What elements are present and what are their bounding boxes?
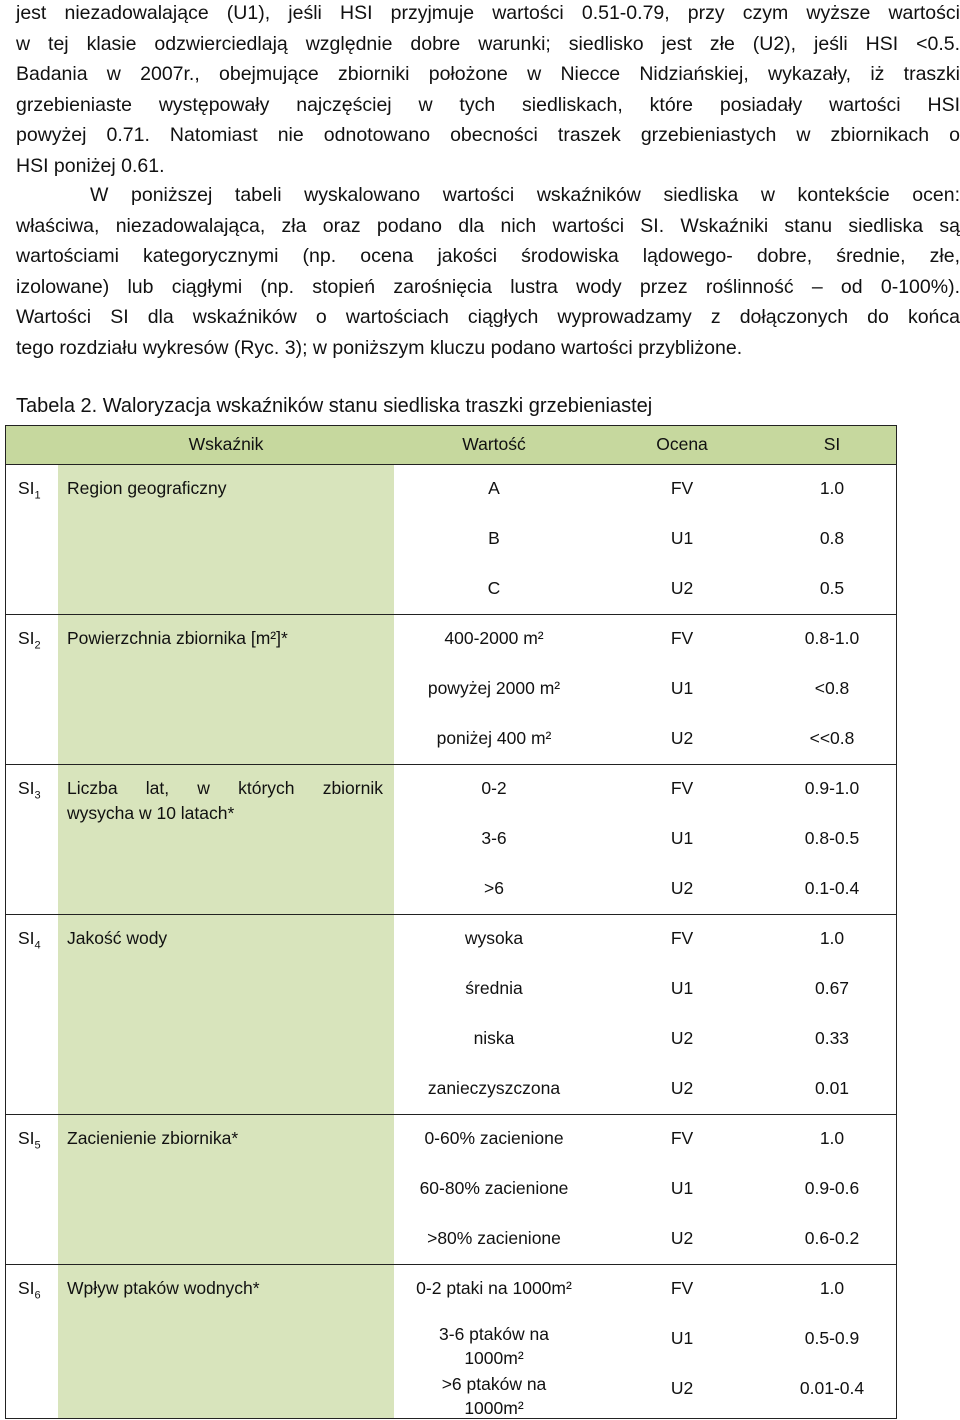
table-cell-si: 1.0 xyxy=(819,1278,845,1298)
indicator-code-subscript: 6 xyxy=(34,1289,41,1302)
intro-line: grzebieniaste występowały najczęściej w tych siedliskach, które posiadały wartości HSI xyxy=(16,93,960,116)
header-value: Wartość xyxy=(462,434,526,454)
indicator-name: Liczba lat, w których zbiornik xyxy=(67,778,383,798)
table-cell-si: 1.0 xyxy=(819,1128,845,1148)
indicator-code: $SI_4$ xyxy=(18,928,41,952)
table-cell-rating: U1 xyxy=(670,1178,694,1198)
table-cell-value: 0-60% zacienione xyxy=(424,1128,564,1148)
table-cell-value: niska xyxy=(473,1028,515,1048)
table-cell-rating: FV xyxy=(670,778,694,798)
method-line: wartościami kategorycznymi (np. ocena jakości środowiska lądowego- dobre, średnie, złe, xyxy=(16,245,960,267)
table-cell-si: 0.9-1.0 xyxy=(804,778,860,798)
intro-line: w tej klasie odzwierciedlają względnie dobre warunki; siedlisko jest złe (U2), jeśli HSI <0.5. xyxy=(16,32,960,55)
table-cell-si: 0.6-0.2 xyxy=(804,1228,860,1248)
table-cell-si: 0.9-0.6 xyxy=(804,1178,860,1198)
group-separator xyxy=(6,1264,896,1265)
table-cell-si: 1.0 xyxy=(819,928,845,948)
indicator-code-subscript: 1 xyxy=(34,489,41,502)
indicator-name: Jakość wody xyxy=(67,928,168,948)
table-cell-rating: U2 xyxy=(670,878,694,898)
table-cell-value: A xyxy=(488,478,500,498)
table-cell-rating: U2 xyxy=(670,1028,694,1048)
method-line: Wartości SI dla wskaźników o wartościach ciągłych wyprowadzamy z dołączonych do końca xyxy=(16,306,960,328)
table-cell-value: 1000m² xyxy=(464,1348,524,1368)
si-table xyxy=(5,425,897,1419)
table-cell-value: 0-2 ptaki na 1000m² xyxy=(416,1278,572,1298)
intro-line: HSI poniżej 0.61. xyxy=(16,154,165,177)
table-cell-value: zanieczyszczona xyxy=(427,1078,561,1098)
table-cell-rating: U2 xyxy=(670,1378,694,1398)
indicator-name: Zacienienie zbiornika* xyxy=(67,1128,239,1148)
method-line: W poniższej tabeli wyskalowano wartości wskaźników siedliska w kontekście ocen: xyxy=(90,184,960,206)
table-cell-value: poniżej 400 m² xyxy=(436,728,552,748)
table-cell-rating: FV xyxy=(670,1278,694,1298)
indicator-code: $SI_3$ xyxy=(18,778,41,802)
intro-line: jest niezadowalające (U1), jeśli HSI przyjmuje wartości 0.51-0.79, przy czym wyższe wartości xyxy=(16,2,960,24)
method-line: tego rozdziału wykresów (Ryc. 3); w poniższym kluczu podano wartości przybliżone. xyxy=(16,336,743,359)
table-cell-si: 0.33 xyxy=(814,1028,850,1048)
table-cell-rating: U1 xyxy=(670,678,694,698)
table-cell-value: C xyxy=(487,578,501,598)
table-cell-rating: FV xyxy=(670,1128,694,1148)
indicator-code: $SI_6$ xyxy=(18,1278,41,1302)
method-line: właściwa, niezadowalająca, zła oraz podano dla nich wartości SI. Wskaźniki stanu siedliska są xyxy=(16,214,960,237)
table-cell-si: <<0.8 xyxy=(809,728,855,748)
indicator-code: $SI_5$ xyxy=(18,1128,41,1152)
group-separator xyxy=(6,1114,896,1115)
table-cell-rating: U2 xyxy=(670,728,694,748)
indicator-name: Wpływ ptaków wodnych* xyxy=(67,1278,260,1298)
table-cell-si: <0.8 xyxy=(814,678,850,698)
table-cell-si: 0.5-0.9 xyxy=(804,1328,860,1348)
indicator-code-subscript: 3 xyxy=(34,789,41,802)
table-cell-value: 3-6 ptaków na xyxy=(439,1324,549,1344)
table-cell-si: 0.5 xyxy=(819,578,845,598)
table-cell-value: 400-2000 m² xyxy=(444,628,544,648)
table-cell-rating: U1 xyxy=(670,978,694,998)
table-cell-rating: U1 xyxy=(670,528,694,548)
table-cell-rating: U2 xyxy=(670,1078,694,1098)
table-cell-si: 0.8 xyxy=(819,528,845,548)
table-cell-rating: FV xyxy=(670,628,694,648)
indicator-code-subscript: 4 xyxy=(34,939,41,952)
table-cell-value: >80% zacienione xyxy=(427,1228,561,1248)
table-cell-rating: FV xyxy=(670,478,694,498)
table-cell-value: średnia xyxy=(465,978,523,998)
table-cell-value: wysoka xyxy=(464,928,524,948)
table-cell-rating: FV xyxy=(670,928,694,948)
indicator-name: Region geograficzny xyxy=(67,478,227,498)
table-cell-si: 1.0 xyxy=(819,478,845,498)
indicator-name: Powierzchnia zbiornika [m²]* xyxy=(67,628,288,648)
intro-line: powyżej 0.71. Natomiast nie odnotowano obecności traszek grzebieniastych w zbiornikach o xyxy=(16,124,960,146)
table-cell-rating: U1 xyxy=(670,828,694,848)
method-paragraph xyxy=(16,180,960,363)
table-cell-value: 60-80% zacienione xyxy=(419,1178,569,1198)
intro-line: Badania w 2007r., obejmujące zbiorniki położone w Niecce Nidziańskiej, wykazały, iż traszki xyxy=(16,63,960,85)
table-cell-rating: U2 xyxy=(670,1228,694,1248)
table-cell-rating: U1 xyxy=(670,1328,694,1348)
table-cell-value: >6 xyxy=(484,878,504,898)
method-line: izolowane) lub ciągłymi (np. stopień zarośnięcia lustra wody przez roślinność – od 0-100%). xyxy=(16,275,960,298)
group-separator xyxy=(6,914,896,915)
indicator-code: $SI_1$ xyxy=(18,478,41,502)
group-separator xyxy=(6,614,896,615)
header-si: SI xyxy=(823,434,841,454)
intro-paragraph xyxy=(16,0,960,181)
header-rating: Ocena xyxy=(656,434,708,454)
table-cell-value: powyżej 2000 m² xyxy=(427,678,561,698)
table-cell-si: 0.8-1.0 xyxy=(804,628,860,648)
table-cell-si: 0.1-0.4 xyxy=(804,878,860,898)
header-indicator: Wskaźnik xyxy=(188,434,264,454)
table-cell-value: 3-6 xyxy=(481,828,507,848)
table-cell-value: 1000m² xyxy=(464,1398,524,1418)
group-separator xyxy=(6,764,896,765)
table-caption: Tabela 2. Waloryzacja wskaźników stanu siedliska traszki grzebieniastej xyxy=(16,395,653,417)
table-cell-si: 0.67 xyxy=(814,978,850,998)
table-cell-value: B xyxy=(488,528,500,548)
indicator-name: wysycha w 10 latach* xyxy=(67,803,235,823)
table-cell-si: 0.8-0.5 xyxy=(804,828,860,848)
table-cell-si: 0.01 xyxy=(814,1078,850,1098)
indicator-code: $SI_2$ xyxy=(18,628,41,652)
indicator-code-subscript: 2 xyxy=(34,639,41,652)
table-cell-rating: U2 xyxy=(670,578,694,598)
indicator-code-subscript: 5 xyxy=(34,1139,41,1152)
table-cell-value: 0-2 xyxy=(481,778,507,798)
table-cell-value: >6 ptaków na xyxy=(441,1374,547,1394)
table-cell-si: 0.01-0.4 xyxy=(799,1378,865,1398)
table-header xyxy=(6,426,896,465)
